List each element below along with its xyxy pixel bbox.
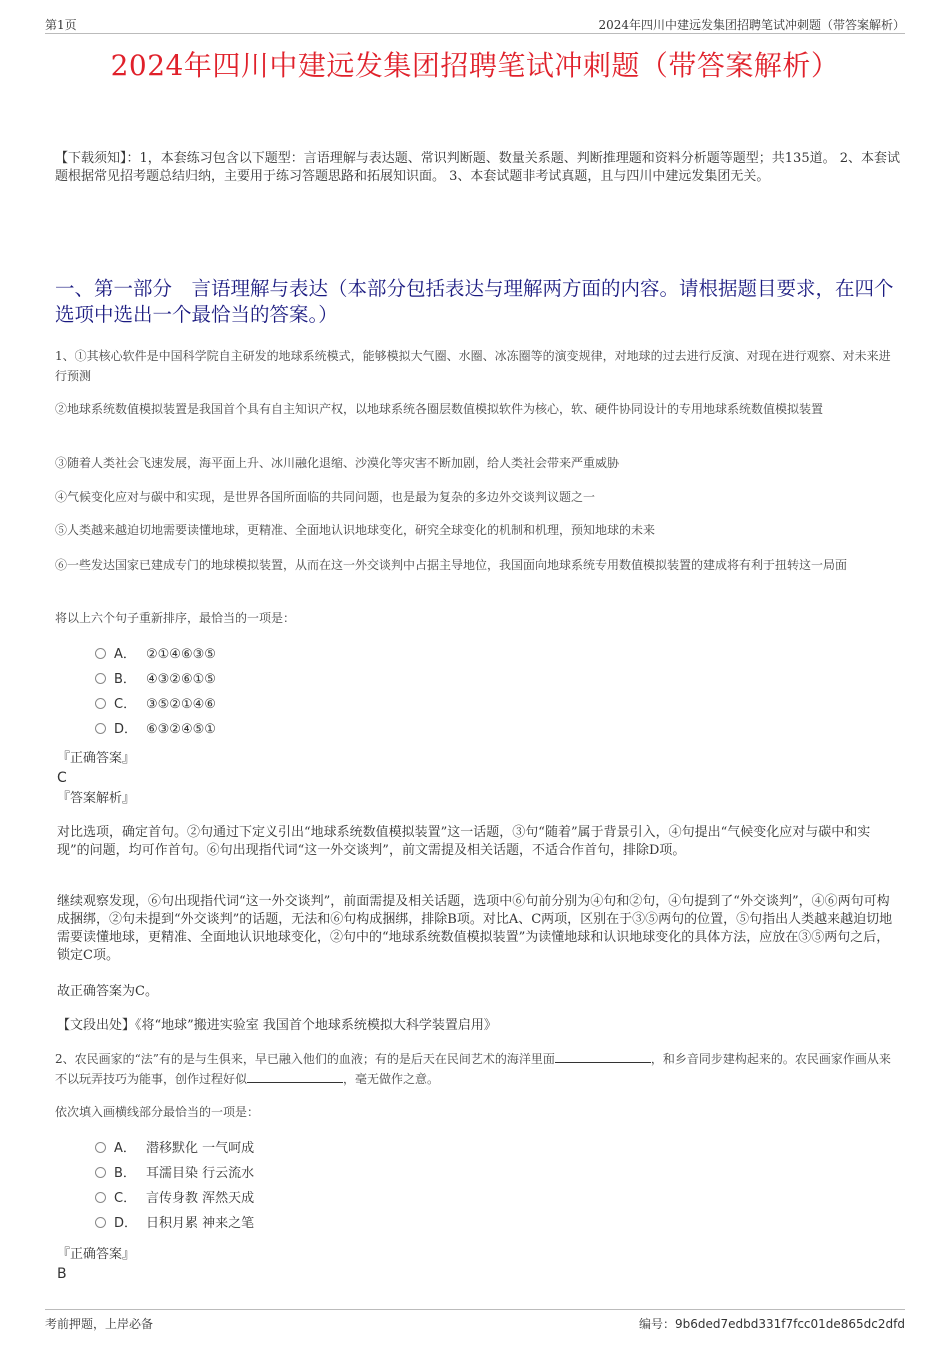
q1-analysis-para-2: 继续观察发现，⑥句出现指代词“这一外交谈判”，前面需提及相关话题，选项中⑥句前分别为④句和②句，④句提到了“外交谈判”，④⑥两句可构成捆绑，②句未提到“外交谈判”的话题，无法和⑥句构成捆绑，排除B项。对比A、C两项，区别在于③⑤两句的位置，⑤句指出人类越来越迫切地需要读懂地球，更精准、全面地认识地球变化，②句中的“地球系统数值模拟装置”为读懂地球和认识地球变化的具体方法，应放在③⑤两句之后，锁定C项。 [57,894,893,963]
q1-sentence-1: 1、①其核心软件是中国科学院自主研发的地球系统模式，能够模拟大气圈、水圈、冰冻圈等的演变规律，对地球的过去进行反演、对现在进行观察、对未来进行预测 [55,349,891,383]
option-label: A． [114,1141,136,1156]
footer-code [639,1315,905,1332]
option-label: C． [114,697,137,712]
q1-analysis-heading: 『答案解析』 [57,791,136,806]
document-title: 2024年四川中建远发集团招聘笔试冲刺题（带答案解析） [110,49,840,82]
q2-stem [55,1049,898,1089]
q2-option-a[interactable] [95,1136,254,1161]
q2-option-b[interactable] [95,1161,254,1186]
footer-slogan: 考前押题，上岸必备 [45,1317,154,1331]
fill-blank-1 [555,1050,651,1063]
radio-icon[interactable] [95,723,106,734]
q1-option-b[interactable] [95,667,216,692]
q1-answer: C [57,770,67,786]
option-label: A． [114,647,136,662]
option-text: 言传身教 浑然天成 [146,1191,255,1206]
radio-icon[interactable] [95,1167,106,1178]
q2-answer: B [57,1266,67,1282]
q1-sentence-6: ⑥一些发达国家已建成专门的地球模拟装置，从而在这一外交谈判中占据主导地位，我国面向地球系统专用数值模拟装置的建成将有利于扭转这一局面 [55,558,848,572]
option-text: ③⑤②①④⑥ [146,697,216,712]
q2-text-3: ，毫无做作之意。 [343,1072,440,1086]
q2-option-d[interactable] [95,1211,254,1236]
q1-option-d[interactable] [95,717,216,742]
page-header [45,14,905,34]
q1-sentence-5: ⑤人类越来越迫切地需要读懂地球，更精准、全面地认识地球变化，研究全球变化的机制和机理，预知地球的未来 [55,523,656,537]
q2-prompt: 依次填入画横线部分最恰当的一项是： [55,1105,260,1119]
q1-options [95,642,216,742]
q1-source: 【文段出处】《将“地球”搬进实验室 我国首个地球系统模拟大科学装置启用》 [57,1018,497,1033]
option-text: 耳濡目染 行云流水 [146,1166,255,1181]
option-text: ④③②⑥①⑤ [146,672,216,687]
option-text: 潜移默化 一气呵成 [146,1141,255,1156]
q2-option-c[interactable] [95,1186,254,1211]
footer-code-value: 9b6ded7edbd331f7fcc01de865dc2dfd [674,1317,905,1331]
header-doc-title: 2024年四川中建远发集团招聘笔试冲刺题（带答案解析） [598,18,905,32]
q2-answer-heading: 『正确答案』 [57,1247,136,1262]
option-text: ②①④⑥③⑤ [146,647,216,662]
download-notice: 【下载须知】：1，本套练习包含以下题型：言语理解与表达题、常识判断题、数量关系题、判断推理题和资料分析题等题型；共135道。 2、本套试题根据常见招考题总结归纳，主要用于练习答题思路和拓展知识面。 3、本套试题非考试真题，且与四川中建远发集团无关。 [55,151,900,184]
option-label: D． [114,722,138,737]
q2-text-2: ，和乡音同步建构起来的。农民画家作画从来不以玩弄技巧为能事，创作过程好似 [55,1052,891,1086]
radio-icon[interactable] [95,1142,106,1153]
radio-icon[interactable] [95,698,106,709]
radio-icon[interactable] [95,1217,106,1228]
option-label: B． [114,1166,136,1181]
q1-option-c[interactable] [95,692,216,717]
page-number: 第1页 [45,18,77,32]
q2-options [95,1136,254,1236]
q1-answer-heading: 『正确答案』 [57,751,136,766]
footer-code-label: 编号： [638,1317,675,1331]
q1-sentence-3: ③随着人类社会飞速发展，海平面上升、冰川融化退缩、沙漠化等灾害不断加剧，给人类社会带来严重威胁 [55,456,620,470]
radio-icon[interactable] [95,673,106,684]
q1-sentence-4: ④气候变化应对与碳中和实现，是世界各国所面临的共同问题，也是最为复杂的多边外交谈判议题之一 [55,490,596,504]
section-title: 一、第一部分 言语理解与表达（本部分包括表达与理解两方面的内容。请根据题目要求，在四个选项中选出一个最恰当的答案。） [55,277,894,326]
radio-icon[interactable] [95,1192,106,1203]
q1-option-a[interactable] [95,642,216,667]
q1-analysis-para-1: 对比选项，确定首句。②句通过下定义引出“地球系统数值模拟装置”这一话题，③句“随着”属于背景引入，④句提出“气候变化应对与碳中和实现”的问题，均可作首句。⑥句出现指代词“这一外交谈判”，前文需提及相关话题，不适合作首句，排除D项。 [57,825,871,858]
fill-blank-2 [247,1070,343,1083]
option-label: D． [114,1216,138,1231]
q1-analysis-conclusion: 故正确答案为C。 [57,984,158,999]
option-text: 日积月累 神来之笔 [146,1216,255,1231]
radio-icon[interactable] [95,648,106,659]
q1-sentence-2: ②地球系统数值模拟装置是我国首个具有自主知识产权，以地球系统各圈层数值模拟软件为核心，软、硬件协同设计的专用地球系统数值模拟装置 [55,402,824,416]
option-label: B． [114,672,136,687]
option-text: ⑥③②④⑤① [146,722,216,737]
option-label: C． [114,1191,137,1206]
q2-text-1: 2、农民画家的“法”有的是与生俱来，早已融入他们的血液；有的是后天在民间艺术的海洋里面 [55,1052,555,1066]
q1-prompt: 将以上六个句子重新排序，最恰当的一项是： [55,611,296,625]
page-footer [45,1309,905,1334]
